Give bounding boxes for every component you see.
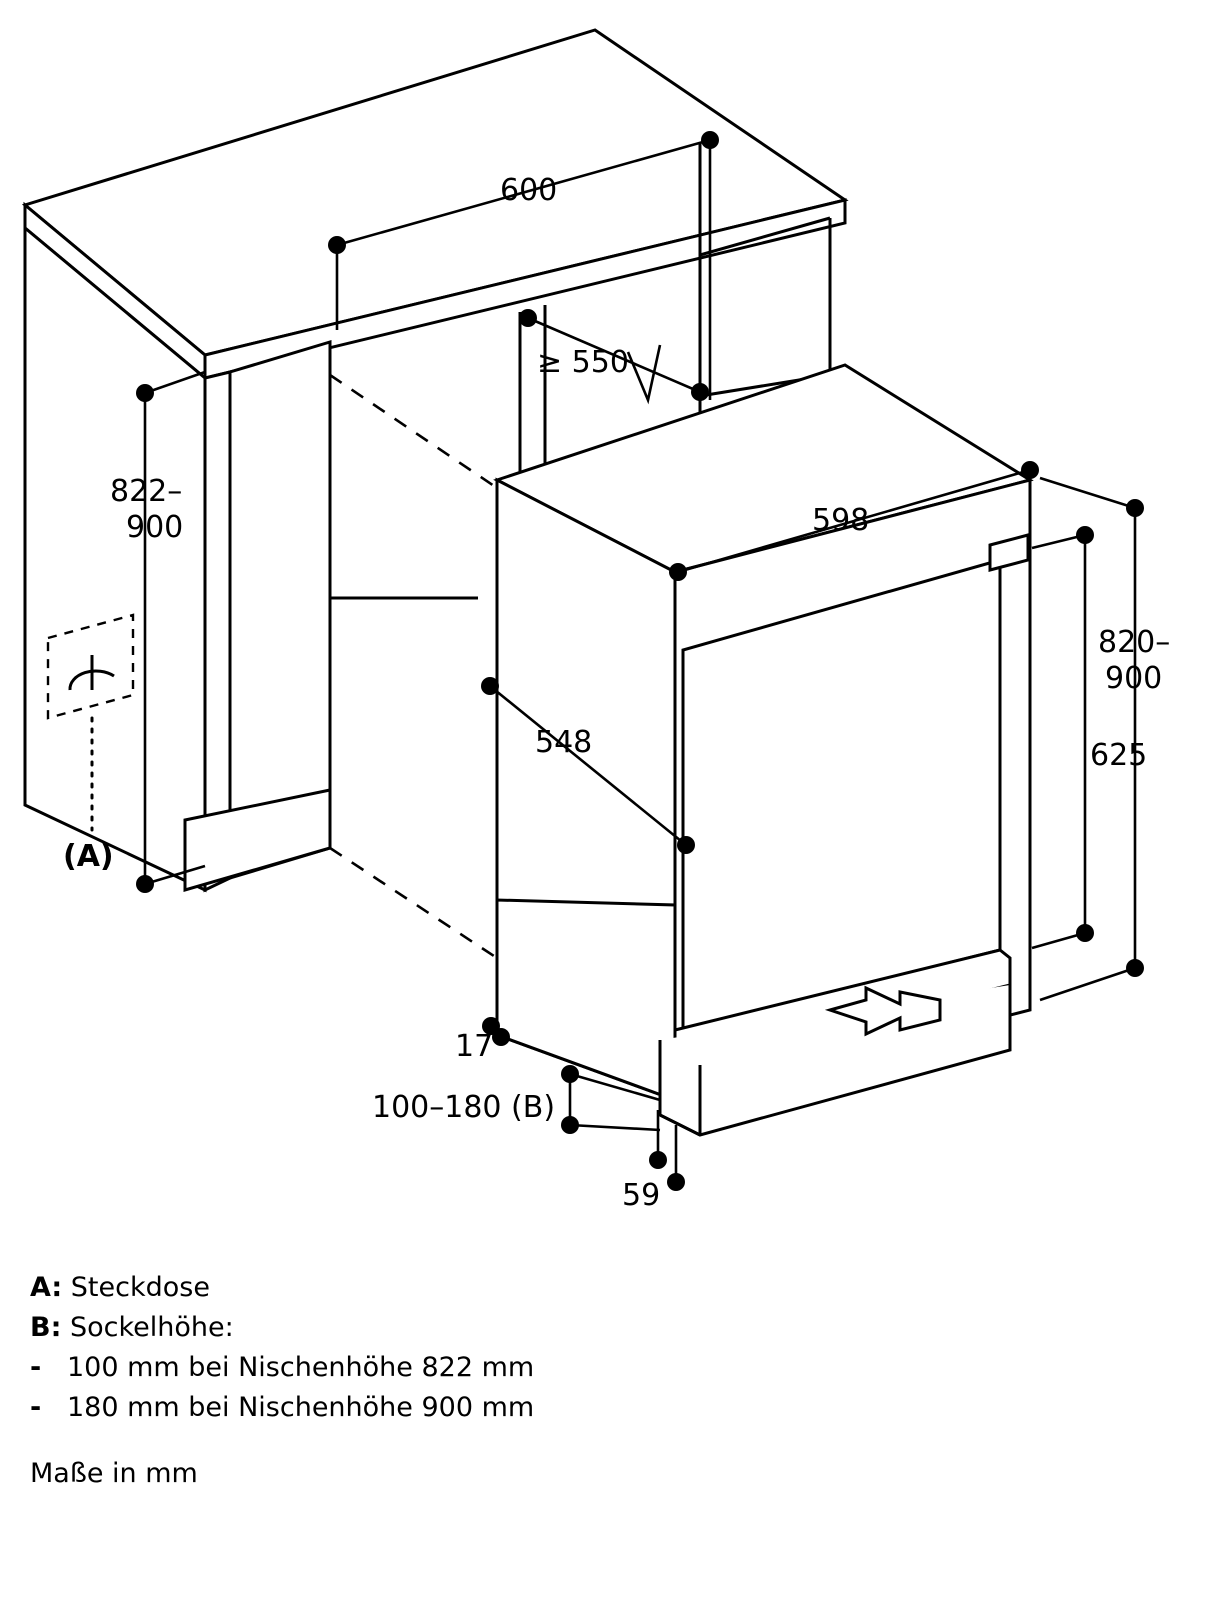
legend-text-b1: 100 mm bei Nischenhöhe 822 mm — [41, 1352, 535, 1383]
dim-label-appliance-height: 820– — [1098, 625, 1171, 660]
legend-item-b1 — [30, 1348, 930, 1388]
dim-label-door-gap: 17 — [455, 1029, 494, 1064]
legend-key-b1: - — [30, 1352, 42, 1383]
legend-text-b2: 180 mm bei Nischenhöhe 900 mm — [41, 1392, 535, 1423]
legend-item-b — [30, 1308, 930, 1348]
dim-label-plinth-height: 100–180 (B) — [372, 1090, 556, 1125]
legend — [30, 1268, 930, 1489]
dim-label-appliance-depth: 548 — [535, 725, 593, 760]
legend-item-b2 — [30, 1388, 930, 1428]
legend-item-a — [30, 1268, 930, 1308]
legend-key-b2: - — [30, 1392, 42, 1423]
dim-label-niche-height-2: 900 — [126, 510, 184, 545]
legend-text-b: Sockelhöhe: — [61, 1312, 234, 1343]
dim-label-niche-height: 822– — [110, 474, 183, 509]
dim-label-front-height: 625 — [1090, 738, 1148, 773]
legend-key-b: B: — [30, 1312, 62, 1343]
dim-label-width-niche: 600 — [500, 173, 558, 208]
legend-text-a: Steckdose — [62, 1272, 210, 1303]
units-note: Maße in mm — [30, 1458, 198, 1489]
dim-label-appliance-width: 598 — [812, 503, 870, 538]
dim-label-appliance-height-2: 900 — [1105, 661, 1163, 696]
dim-label-depth-niche: ≥ 550 — [537, 345, 629, 380]
dim-label-plinth-depth: 59 — [622, 1178, 661, 1213]
legend-key-a: A: — [30, 1272, 63, 1303]
worktop — [25, 30, 845, 378]
socket-marker-label: (A) — [63, 839, 114, 874]
